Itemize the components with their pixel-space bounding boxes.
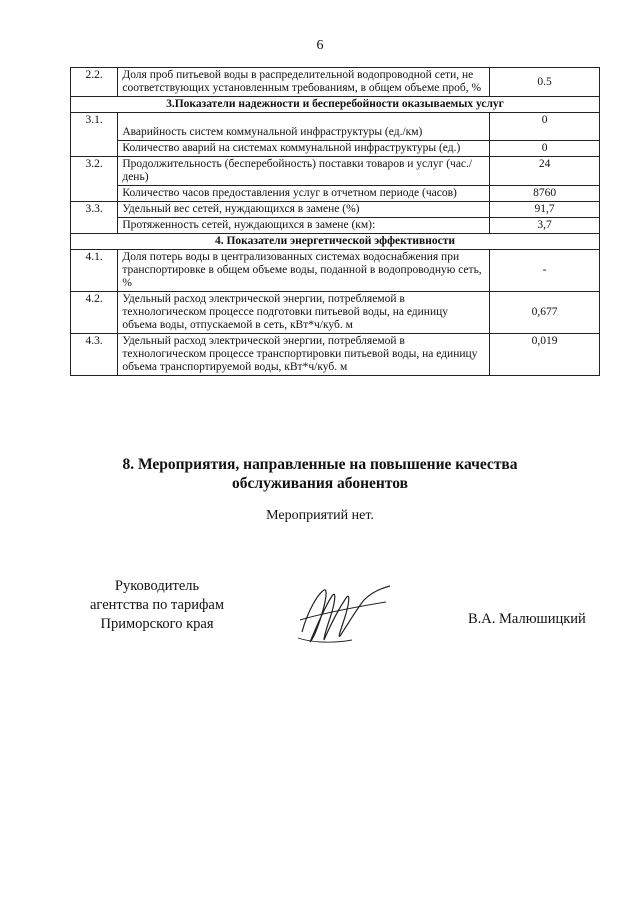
table-row xyxy=(71,186,600,202)
section-row xyxy=(71,234,600,250)
row-description: Количество аварий на системах коммунальной инфраструктуры (ед.) xyxy=(118,141,490,157)
table-row xyxy=(71,334,600,376)
section-heading xyxy=(0,455,640,493)
row-description: Удельный расход электрической энергии, потребляемой в технологическом процессе подготовки питьевой воды, на единицу объема воды, отпускаемой в сеть, кВт*ч/куб. м xyxy=(118,292,490,334)
row-description: Протяженность сетей, нуждающихся в замене (км): xyxy=(118,218,490,234)
signer-title xyxy=(82,577,232,634)
row-value: 0,019 xyxy=(490,334,600,376)
section-heading-line: 8. Мероприятия, направленные на повышение качества xyxy=(122,456,518,473)
signer-title-line: Приморского края xyxy=(100,616,214,632)
row-value: - xyxy=(490,250,600,292)
section-heading-line: обслуживания абонентов xyxy=(232,475,408,492)
section-title: 3.Показатели надежности и бесперебойности оказываемых услуг xyxy=(71,97,600,113)
table-row xyxy=(71,68,600,97)
table-row xyxy=(71,113,600,141)
section-row xyxy=(71,97,600,113)
row-description: Доля потерь воды в централизованных системах водоснабжения при транспортировке в общем объеме воды, поданной в водопроводную сеть, % xyxy=(118,250,490,292)
table-row xyxy=(71,292,600,334)
row-value: 91,7 xyxy=(490,202,600,218)
row-description: Доля проб питьевой воды в распределительной водопроводной сети, не соответствующих установленным требованиям, в общем объеме проб, % xyxy=(118,68,490,97)
row-number: 4.1. xyxy=(71,250,118,292)
signer-name: В.А. Малюшицкий xyxy=(468,611,586,627)
row-description: Удельный вес сетей, нуждающихся в замене (%) xyxy=(118,202,490,218)
row-value: 24 xyxy=(490,157,600,186)
indicators-table xyxy=(70,67,600,376)
row-description: Продолжительность (бесперебойность) поставки товаров и услуг (час./день) xyxy=(118,157,490,186)
page-number: 6 xyxy=(316,38,324,53)
row-number: 4.2. xyxy=(71,292,118,334)
table-row xyxy=(71,202,600,218)
row-description xyxy=(118,113,490,141)
table-row xyxy=(71,250,600,292)
row-value: 8760 xyxy=(490,186,600,202)
row-number: 3.2. xyxy=(71,157,118,202)
row-description: Количество часов предоставления услуг в отчетном периоде (часов) xyxy=(118,186,490,202)
row-value: 0 xyxy=(490,113,600,141)
row-value: 0.5 xyxy=(490,68,600,97)
table-row xyxy=(71,141,600,157)
row-number: 2.2. xyxy=(71,68,118,97)
signer-title-line: агентства по тарифам xyxy=(90,597,224,613)
signer-title-line: Руководитель xyxy=(114,578,200,594)
section-title: 4. Показатели энергетической эффективности xyxy=(71,234,600,250)
table-row xyxy=(71,218,600,234)
row-number: 3.3. xyxy=(71,202,118,234)
row-value: 0,677 xyxy=(490,292,600,334)
table-row xyxy=(71,157,600,186)
row-number: 4.3. xyxy=(71,334,118,376)
row-number: 3.1. xyxy=(71,113,118,157)
row-value: 3,7 xyxy=(490,218,600,234)
row-value: 0 xyxy=(490,141,600,157)
row-description: Удельный расход электрической энергии, потребляемой в технологическом процессе транспортировки питьевой воды, на единицу объема транспортируемой воды, кВт*ч/куб. м xyxy=(118,334,490,376)
no-events-text: Мероприятий нет. xyxy=(266,508,374,523)
row-description-text: Аварийность систем коммунальной инфраструктуры (ед./км) xyxy=(122,126,423,138)
signature-image xyxy=(290,580,400,650)
